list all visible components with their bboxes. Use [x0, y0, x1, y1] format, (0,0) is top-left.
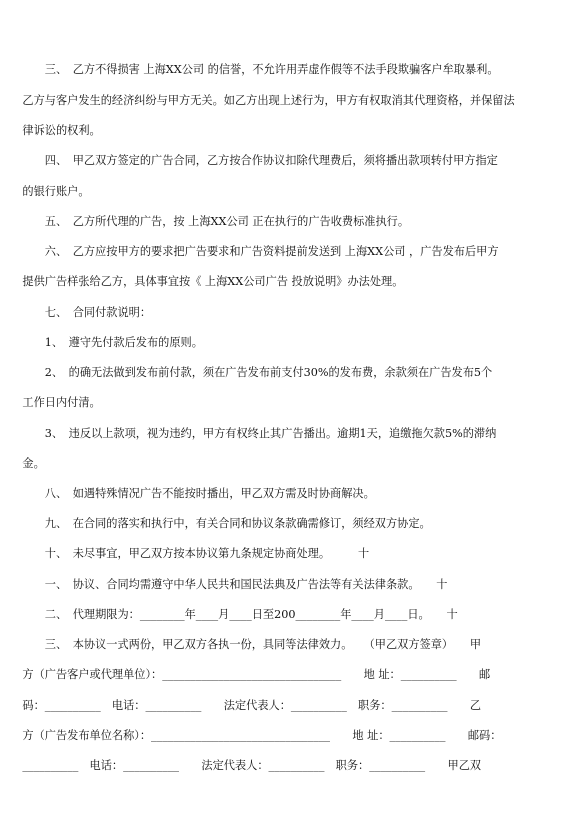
clause-9-line-1: 九、 在合同的落实和执行中，有关合同和协议条款确需修订，须经双方协定。	[0, 517, 431, 530]
party-a-contact-line: 码：__________ 电话：__________ 法定代表人：__________ 职务：__________ 乙	[0, 699, 482, 712]
payment-item-2-line-2: 工作日内付清。	[0, 396, 101, 409]
payment-item-3-line-2: 金。	[0, 457, 45, 470]
clause-6-line-2: 提供广告样张给乙方，具体事宜按《 上海XX公司广告 投放说明》办法处理。	[0, 275, 404, 288]
party-a-name-line: 方（广告客户或代理单位）：________________________________ 地 址：__________ 邮	[0, 668, 491, 681]
clause-6-line-1: 六、 乙方应按甲方的要求把广告要求和广告资料提前发送到 上海XX公司 ，广告发布后甲方	[0, 245, 499, 258]
payment-item-3-line-1: 3、 违反以上款项，视为违约，甲方有权终止其广告播出。逾期1天，追缴拖欠款5%的滞纳	[0, 427, 497, 440]
clause-4-line-2: 的银行账户。	[0, 185, 90, 198]
clause-11-line-1: 一、 协议、合同均需遵守中华人民共和国民法典及广告法等有关法律条款。 十	[0, 578, 448, 591]
clause-12-term-line: 二、 代理期限为：________年____月____日至200________年____月____日。 十	[0, 608, 458, 621]
clause-3-line-3: 律诉讼的权利。	[0, 124, 101, 137]
clause-3-line-1: 三、 乙方不得损害 上海XX公司 的信誉，不允许用弄虚作假等不法手段欺骗客户牟取暴利。	[0, 63, 499, 76]
clause-5-line-1: 五、 乙方所代理的广告，按 上海XX公司 正在执行的广告收费标准执行。	[0, 215, 410, 228]
clause-7-heading: 七、 合同付款说明：	[0, 306, 152, 319]
payment-item-1: 1、 遵守先付款后发布的原则。	[0, 336, 203, 349]
payment-item-2-line-1: 2、 的确无法做到发布前付款，须在广告发布前支付30%的发布费，余款须在广告发布5个	[0, 366, 493, 379]
party-b-contact-line: __________ 电话：__________ 法定代表人：__________ 职务：__________ 甲乙双	[0, 759, 482, 772]
clause-3-line-2: 乙方与客户发生的经济纠纷与甲方无关。如乙方出现上述行为，甲方有权取消其代理资格，并保留法	[0, 94, 515, 107]
clause-4-line-1: 四、 甲乙双方签定的广告合同，乙方按合作协议扣除代理费后，须将播出款项转付甲方指定	[0, 154, 498, 167]
clause-8-line-1: 八、 如遇特殊情况广告不能按时播出，甲乙双方需及时协商解决。	[0, 487, 375, 500]
clause-10-line-1: 十、 未尽事宜，甲乙双方按本协议第九条规定协商处理。 十	[0, 547, 370, 560]
party-b-name-line: 方（广告发布单位名称）：________________________________ 地 址：__________ 邮码：	[0, 729, 502, 742]
clause-13-copies-line: 三、 本协议一式两份，甲乙双方各执一份，具同等法律效力。 （甲乙双方签章） 甲	[0, 638, 482, 651]
